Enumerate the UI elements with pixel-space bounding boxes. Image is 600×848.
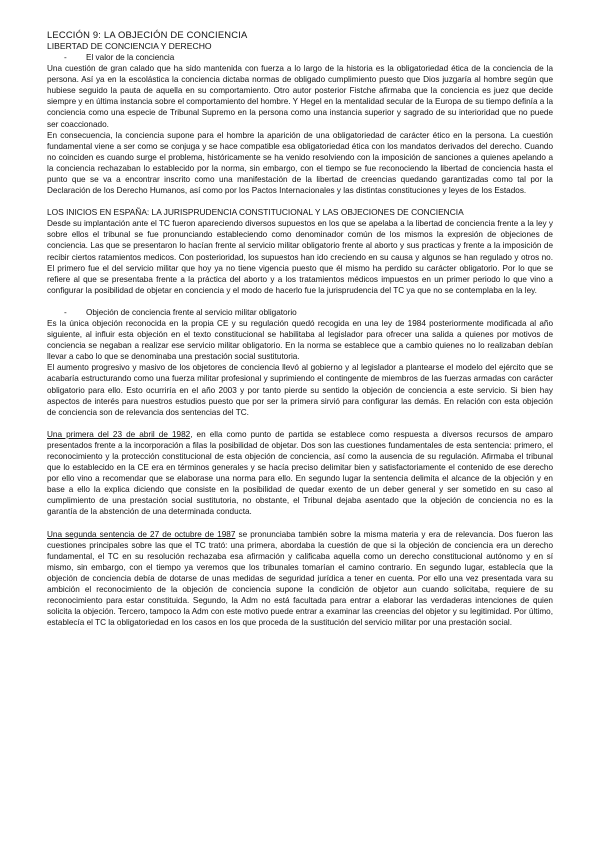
bullet-servicio-militar	[47, 307, 553, 318]
spacer	[47, 196, 553, 207]
paragraph-7-text: se pronunciaba también sobre la misma materia y era de relevancia. Dos fueron las cuestiones principales sobre las que el TC trató: una primera, abordaba la cuestión de que si la objeción de conciencia era un derecho fundamental, el TC en su resolución rechazaba esa afirmación y calificaba aquella como un derecho constitucional autónomo y en sí mismo, sin embargo, con el tiempo ya veremos que los tribunales tomarían el camino contrario. En segundo lugar, establecía que la objeción de conciencia debía de dotarse de unas medidas de seguridad jurídica a tener en cuenta. Por ello una vez presentada vara su ambición el reconocimiento de la objeción de conciencia supone la condición de objetor aun cuando solicitaba, requiere de su reconocimiento para estar constituida. Segundo, la Adm no está facultada para entrar a elaborar las verdaderas intenciones de quien solicita la objeción. Tercero, tampoco la Adm con este motivo puede entrar a examinar las creencias del objetor y su legitimidad. Por último, establecía el TC la obligatoriedad en los casos en los que proceda de la sustitución del servicio militar por una prestación social.	[47, 529, 553, 628]
bullet-label: Objeción de conciencia frente al servicio militar obligatorio	[86, 307, 297, 317]
bullet-dash: -	[64, 307, 67, 317]
bullet-label: El valor de la conciencia	[86, 53, 175, 62]
section-heading-inicios: LOS INICIOS EN ESPAÑA: LA JURISPRUDENCIA CONSTITUCIONAL Y LAS OBJECIONES DE CONCIENCIA	[47, 207, 464, 218]
bullet-dash: -	[64, 53, 67, 62]
paragraph-6-text: , en ella como punto de partida se establece como respuesta a diversos recursos de amparo presentados frente a la incorporación a filas la posibilidad de objetar. Dos son las cuestiones fundamentales de esta sentencia: primero, el reconocimiento y la protección constitucional de esta objeción de conciencia, así como la ausencia de su regulación. Afirmaba el tribunal que lo establecido en la CE era en términos generales y se hacía preciso delimitar bien y satisfactoriamente el contenido de ese derecho por ello vino a recomendar que se elaborase una norma para ello. En segundo lugar la sentencia delimita el alcance de la objeción y en base a ello la explica diciendo que consiste en la posibilidad de quedar exento de un deber general y ser sometido en su caso al cumplimiento de una prestación social sustitutoria, no obstante, el Tribunal dejaba asentado que la objeción de conciencia no es la garantía de la abstención de una determinada conducta.	[47, 429, 553, 517]
paragraph-1: Una cuestión de gran calado que ha sido mantenida con fuerza a lo largo de la historia es la obligatoriedad ética de la conciencia de la persona. Así ya en la escolástica la conciencia dictaba normas de obligado cumplimiento puesto que Dios juzgaría al hombre según que hubiese seguido la pauta de aquella en su comportamiento. Otro autor posterior Fistche afirmaba que la conciencia es juez que decide siempre y en última instancia sobre el comportamiento del hombre. Y Hegel en la mentalidad secular de la Europa de su tiempo definía a la conciencia como una especie de Tribunal Supremo en la persona como una instancia superior y sagrado de su interioridad que no puede ser coaccionado.	[47, 64, 553, 129]
section-heading-libertad: LIBERTAD DE CONCIENCIA Y DERECHO	[47, 41, 212, 51]
underlined-date-1982: Una primera del 23 de abril de 1982	[47, 429, 191, 439]
bullet-valor-conciencia	[47, 52, 553, 63]
paragraph-6	[47, 429, 553, 518]
paragraph-7	[47, 529, 553, 629]
spacer	[47, 418, 553, 429]
paragraph-4: Es la única objeción reconocida en la propia CE y su regulación quedó recogida en una ley de 1984 posteriormente modificada al año siguiente, al influir esta objeción en el texto constitucional se habilitaba al legislador para ofrecer una salida a quienes por motivos de conciencia se negaban a realizar ese servicio militar obligatorio. En la norma se establece que a cambio quienes no lo realizaban debían llevar a cabo lo que se denominaba una prestación social sustitutoria.	[47, 318, 553, 362]
spacer	[47, 296, 553, 307]
paragraph-5: El aumento progresivo y masivo de los objetores de conciencia llevó al gobierno y al legislador a plantearse el modelo del ejército que se acabaría estructurando como una fuerza militar profesional y suprimiendo el contingente de miembros de las fuerzas armadas con carácter obligatorio para ello. Esto ocurriría en el año 2003 y por tanto pierde su sentido la objeción de conciencia a este servicio. Si bien hay aspectos de interés para nuestros estudios puesto que por ser la primera sirvió para configurar las demás. En relación con esta objeción de conciencia son de relevancia dos sentencias del TC.	[47, 363, 553, 417]
underlined-date-1987: Una segunda sentencia de 27 de octubre de 1987	[47, 529, 236, 539]
spacer	[47, 518, 553, 529]
lesson-title: LECCIÓN 9: LA OBJECIÓN DE CONCIENCIA	[47, 29, 248, 40]
paragraph-3: Desde su implantación ante el TC fueron apareciendo diversos supuestos en los que se apelaba a la libertad de conciencia frente a la ley y sobre ellos el tribunal se fue pronunciando estableciendo como denominador común de los mismos la expresión de objeciones de conciencia. Las que se presentaron lo hacían frente al servicio militar obligatorio frente al aborto y sus practicas y frente a la imposición de recibir ciertos ratamientos medicos. Con posterioridad, los supuestos han ido creciendo en su causa y algunos se han regulado y otros no. El primero fue el del servicio militar que hoy ya no tiene vigencia puesto que él mismo ha perdido su carácter obligatorio. Por lo que se refiere al que se presentaba frente a la práctica del aborto y a los tratamientos médicos impuestos en un primer periodo lo que vino a configurar la posibilidad de objetar en conciencia y el modo de hacerlo fue la jurisprudencia del TC ya que no se contemplaba en la ley.	[47, 219, 553, 295]
paragraph-2: En consecuencia, la conciencia supone para el hombre la aparición de una obligatoriedad de carácter ético en la persona. La cuestión fundamental viene a ser como se conjuga y se hace compatible esa obligatoriedad ética con los mandatos derivados del derecho. Cuando no coinciden es cuando surge el problema, históricamente se ha venido resolviendo con la imposición de sanciones a quienes apelando a la conciencia rechazaban lo establecido por la norma, sin embargo, con el tiempo se fue reconociendo la libertad de conciencia hasta el punto que se va a encontrar inscrito como una manifestación de la libertad de creencias quedando garantizadas como tal por la Declaración de los Derecho Humanos, así como por los Pactos Internacionales y las distintas constituciones y leyes de los Estados.	[47, 130, 553, 196]
document-page	[47, 29, 553, 628]
